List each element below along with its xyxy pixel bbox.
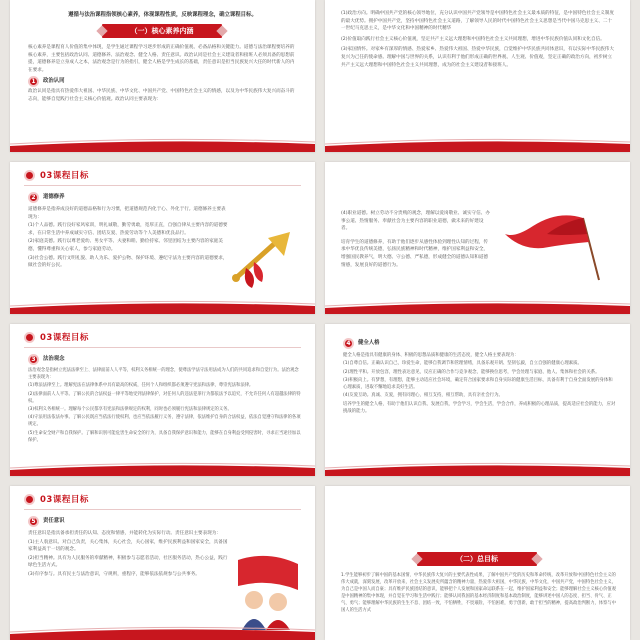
paragraph: 1.学生能够初步了解中国的基本国情，中华民族伟大复兴的主要代表性成果，了解中国共产党的历史和革命传统，改革开放和中国特色社会主义的伟大成就，深刻发展，改革开放来，社会主义发展史所蕴含的精神力量，热爱伟大祖国，中华民族，中华文化，中国共产党，中国特色社会主义，为自己是中国人而自豪；具有维护民族团结的意识，能够把个人发展和国家命运联系在一起，维护国家利益和安全；能够理解社会主义核心价值观是中国精神的集中体现，并自觉在学习和生活中践行；能够认同我国的基本经济制度和基本政治制度，能够讲述中国人的态度、担当、骨气、正气、勇气；能够理解中华民族的生生不息、团结一致，不怕牺牲，不畏艰险，不怕困难，勇于创新，敢于担当的精神，提高政治判断力，体察与中国人的生活方式 <box>341 573 616 614</box>
header-divider <box>24 185 301 186</box>
paragraph: (1)个人品德。践行良好家风家训，明礼诚敬，勤劳勇敢，宽厚正直，自强自律从主要内容的道德要求，在日常生活中养成诚实守信、团结友爱、热爱劳动等个人美德和优良品行。 <box>28 223 228 236</box>
paragraph: (2)家庭美德。践行以尊老爱幼、男女平等、夫妻和睦、勤俭持家、邻里团结为主要内容的家庭美德，懂得尊重和关心家人，参与家庭劳动。 <box>28 239 223 252</box>
overall-goal-bar: （二）总目标 <box>417 552 537 566</box>
paragraph: (3)社会公德。践行文明礼貌、助人为乐、爱护公物、保护环境、遵纪守法为主要内容的道德要求，做社会的好公民。 <box>28 255 228 269</box>
slide-7-body <box>28 516 228 580</box>
slide-1[interactable] <box>10 0 315 152</box>
people-illustration-icon <box>228 550 308 630</box>
slide-5[interactable] <box>10 324 315 476</box>
paragraph: 责任意识是指具备承担责任的认知、态度和情感，并能转化为实际行动。责任意识主要表现为： <box>28 531 221 536</box>
header-divider <box>24 509 301 510</box>
section-number-badge: 2 <box>28 192 39 203</box>
slide-3[interactable] <box>10 162 315 314</box>
section-number-badge: 4 <box>343 338 354 349</box>
trumpet-icon <box>228 230 298 292</box>
paragraph: (1)自尊自信。正确认识自己，珍爱生命，能够自我调节和管理情绪，具备乐观开朗、坚韧弘毅，自立自强的健康心理素质。 <box>343 361 582 367</box>
section-title: 责任意识 <box>43 517 65 524</box>
paragraph: (4)友爱互助。真诚、友爱，拥有同理心，相互支持，相互帮助，具有亲社会行为。 <box>343 393 503 399</box>
paragraph: 政治认同是指具有热爱伟大祖国、中华民族、中华文化、中国共产党、中国特色社会主义的情感，以及为中华民族伟大复兴而奋斗的志向，能够自觉践行社会主义核心价值观。政治认同主要表现为： <box>28 89 295 102</box>
slide-header <box>24 169 89 181</box>
slide-1-body <box>28 44 299 105</box>
slide-4[interactable] <box>325 162 630 314</box>
paragraph: (2)理性平和。开放包容，理性表达意见，反应正确的合作与竞争观念，能够换位思考，学会处理与家庭、他人、集体和社会的关系。 <box>343 369 600 375</box>
paragraph: (3)积极向上。有梦想，有理想，能够主动适应社会环境，确定符合国家要求和自身实际的健康生活目标，具备有利于自身全面发展的身体和心理素质，进取不懈地追求美好生活。 <box>343 377 613 391</box>
bottom-wave-decoration <box>10 460 315 476</box>
paragraph: 培育学生的道德修养，有助于他们逐步从感性体验到理性认知的过程，传承中华优良传统美德，弘扬民族精神和时代精神，维护国家利益和安全，增强国民教养气，明大德、守公德、严私德，形成健全的道德认知和道德情感，发展良好的道德行为。 <box>341 239 489 268</box>
section-number-badge: 1 <box>28 76 39 87</box>
slide-1-headline: 遵循与法治课程指领核心素养，体现课程性质，反映课程理念，确立课程目标。 <box>68 12 257 18</box>
slide-5-body <box>28 354 301 445</box>
slide-8[interactable] <box>325 486 630 640</box>
slide-7[interactable] <box>10 486 315 640</box>
bottom-wave-decoration <box>325 136 630 152</box>
slide-title: 03课程目标 <box>40 333 89 343</box>
paragraph: (4)守法用法依法办事。了解公民既应当依法行使权利，也应当依法履行义务，遵守法律，依法维护自身的合法权益，依法自觉遵守和法律的各项规定。 <box>28 415 301 428</box>
paragraph: (2)价值取向践行社会主义核心价值观，坚定共产主义远大理想和中国特色社会主义共同理想，增进中华民族价值认同和文化自信。 <box>341 36 605 42</box>
paragraph: (3)有序参与。具有民主与法治意识，守规则，重程序，能够依法依规参与公共事务。 <box>28 571 200 577</box>
slide-title: 03课程目标 <box>40 171 89 181</box>
slide-3-body <box>28 192 228 271</box>
paragraph: (3)家国情怀。对家乡有深厚的情感、热爱家乡、热爱伟大祖国、热爱中华民族，自觉维护中华民族共同体意识，有以实际中华民族伟大复兴为己任的使命感。理解中国与世界的关系，认识有利于他们形成正确的世界观、人生观、价值观，坚定正确的政治方向，初步树立共产主义远大理想和中国特色社会主义共同理想，成为的社会主义建设者和接班人。 <box>341 47 614 68</box>
section-number-badge: 3 <box>28 354 39 365</box>
section-heading <box>28 354 301 365</box>
slide-8-body <box>341 572 616 616</box>
header-divider <box>24 347 301 348</box>
section-heading <box>28 76 299 87</box>
section-title: 道德修养 <box>43 193 65 200</box>
bottom-wave-decoration <box>325 298 630 314</box>
bottom-wave-decoration <box>325 460 630 476</box>
slide-header <box>24 493 89 505</box>
bottom-wave-decoration <box>10 136 315 152</box>
section-title: 政治认同 <box>43 78 65 85</box>
paragraph: 法治观念是指树立宪法法律至上、法律面前人人平等，权利义务相统一的理念，使尊法学法守法用法成为人们的共同追求和自觉行为。法治观念主要表现为： <box>28 368 299 381</box>
slide-6-body <box>343 338 616 416</box>
slide-4-body <box>341 210 491 270</box>
slide-2-body <box>341 10 616 70</box>
core-literacy-bar: （一）核心素养内涵 <box>102 24 222 38</box>
paragraph: 培养学生的健全人格，有助于他们认识自我、发展自我，学会学习，学会生活，学会合作，养成积极的心理品质，提高适应社会的能力，应对挑战的能力。 <box>343 401 616 415</box>
paragraph: 健全人格是指具有健康的身体、积极的思想品质和健康的生活态度，健全人格主要表现为： <box>343 353 519 358</box>
bullet-dot-icon <box>24 494 35 505</box>
paragraph: (2)法律面前人人平等。了解公民的合法权益一律平等地受到法律保护，对任何人的违法犯罪行为都依法予以追究，不允许任何人有超越法律的特权。 <box>28 391 301 404</box>
bullet-dot-icon <box>24 170 35 181</box>
bottom-wave-decoration <box>10 298 315 314</box>
section-heading <box>343 338 616 349</box>
slide-2[interactable] <box>325 0 630 152</box>
red-flag-icon <box>503 212 613 282</box>
section-number-badge: 5 <box>28 516 39 527</box>
slide-6[interactable] <box>325 324 630 476</box>
paragraph: 道德修养是指养成良好的道德品格和行为习惯，把道德规范内化于心、外化于行。道德修养主要表现为： <box>28 207 226 220</box>
paragraph: (1)尊法法律至上。理解宪法在法律体系中具有最高的权威，任何个人和组织都必须遵守宪法和法律，尊崇宪法和法律。 <box>28 383 254 389</box>
slide-header <box>24 331 89 343</box>
paragraph: (3)权利义务相统一。理解每个公民都享有宪法和法律规定的权利，同时也必须履行宪法和法律规定的义务。 <box>28 407 232 413</box>
section-title: 健全人格 <box>358 339 380 346</box>
slide-title: 03课程目标 <box>40 495 89 505</box>
bullet-dot-icon <box>24 332 35 343</box>
bottom-wave-decoration <box>10 624 315 640</box>
section-title: 法治观念 <box>43 355 65 362</box>
paragraph: (1)主人翁意识。对自己负责，关心集体，关心社会，关心国家，维护民族利益和国家安全，具备国家利益高于一切的观念。 <box>28 539 228 553</box>
paragraph: (4)职业道德。树立劳动不分贵贱的观念，理解以爱岗敬业、诚实守信、办事公道、热情服务、奉献社会为主要内容的职业道德，做未来的好建设者。 <box>341 211 490 232</box>
paragraph: 核心素养是课程育人价值的集中体现，是学生通过课程学习逐步形成的正确价值观、必备品格和关键能力。道德与法治课程要培养的核心素养，主要包括政治认同、道德修养、法治观念、健全人格、责任意识。政治认同是社会主义建设者和接班人必须具备的思想前提，道德修养是立身成人之本，法治观念是行为的指引，健全人格是学生成长的基础，责任意识是担当民族复兴大任的时代新人的内在要求。 <box>28 45 295 73</box>
paragraph: (5)生命安全财产和自我保护。了解和识别可能危害生命安全的行为，具备自我保护意识和能力，能够在自身利益受到侵害时，寻求正当途径加以保护。 <box>28 430 301 443</box>
paragraph: (2)担当精神。具有为人民服务的奉献精神，积极参与志愿者活动，社区服务活动，热心公益，践行绿色生活方式。 <box>28 555 228 569</box>
section-heading <box>28 516 228 527</box>
section-heading <box>28 192 228 203</box>
paragraph: (1)政治方向。明确中国共产党的核心领导地位，充分认识中国共产党领导是中国特色社会主义最本质的特征，是中国特色社会主义制度的最大优势。拥护中国共产党，坚持中国特色社会主义道路，了解领导人民的时代中国特色社会主义思想是当代中国马克思主义、二十一世纪马克思主义，是中华文化和中国精神的时代精华 <box>341 11 614 32</box>
